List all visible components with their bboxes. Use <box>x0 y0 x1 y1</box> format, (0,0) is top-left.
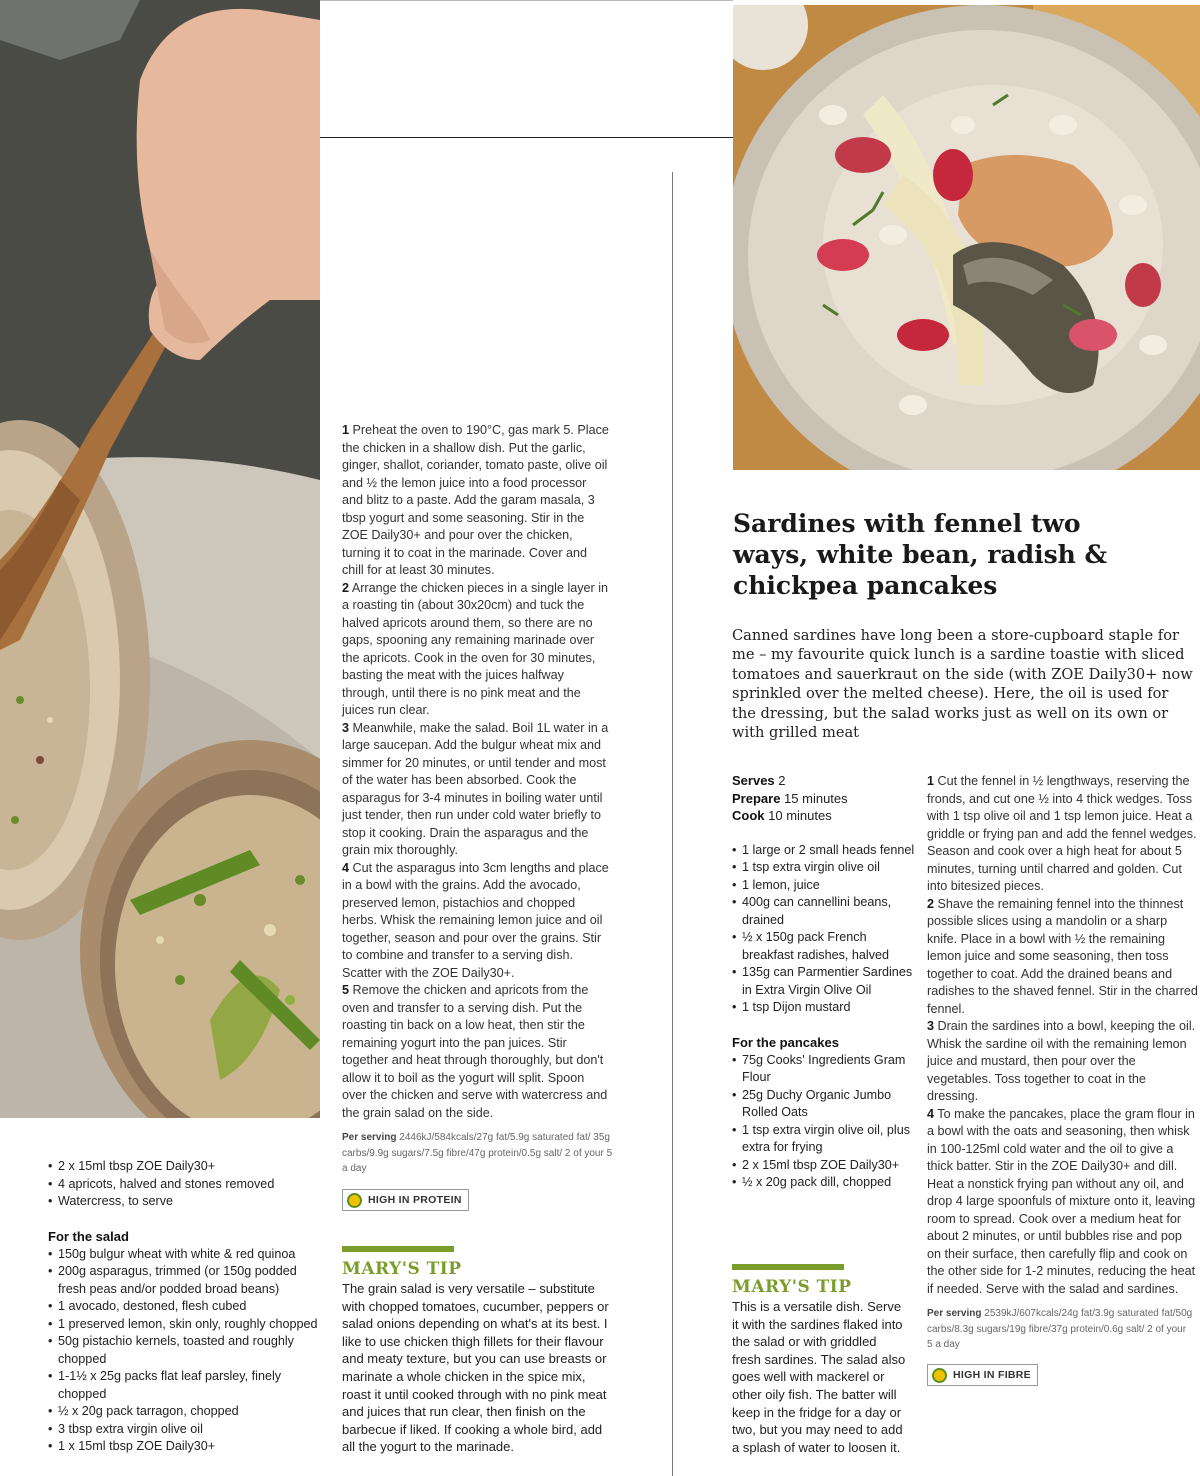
tip-accent-bar <box>342 1246 454 1252</box>
ingredient-item: • 25g Duchy Organic Jumbo Rolled Oats <box>732 1087 917 1122</box>
pancakes-heading: For the pancakes <box>732 1034 839 1050</box>
method-step: 3 Drain the sardines into a bowl, keeping the oil. Whisk the sardine oil with the remaining lemon juice and mustard, then pour over the vegetables. Toss together to coat in the dressing. <box>927 1019 1196 1103</box>
method-step: 3 Meanwhile, make the salad. Boil 1L water in a large saucepan. Add the bulgur wheat mix and simmer for 20 minutes, or until tender and most of the water has been absorbed. Cook the asparagus for 3-4 minutes in boiling water until just tender, then run under cold water briefly to stop it cooking. Drain the asparagus and the grain mix thoroughly. <box>342 720 609 857</box>
chicken-nutrition: Per serving 2446kJ/584kcals/27g fat/5.9g saturated fat/ 35g carbs/9.9g sugars/7.5g fibre/47g protein/0.5g salt/ 2 of your 5 a day <box>342 1132 613 1174</box>
top-white-panel <box>320 0 733 138</box>
grain-salad-photo <box>0 0 320 1118</box>
ingredient-item: • 150g bulgur wheat with white & red quinoa <box>48 1246 318 1264</box>
ingredient-item: • 135g can Parmentier Sardines in Extra Virgin Olive Oil <box>732 964 917 999</box>
pancake-ingredient-list <box>732 1052 917 1192</box>
ingredient-item: • 200g asparagus, trimmed (or 150g podded fresh peas and/or podded broad beans) <box>48 1263 318 1298</box>
ingredient-item: • 1 large or 2 small heads fennel <box>732 842 917 860</box>
ingredient-item: • ½ x 20g pack dill, chopped <box>732 1174 917 1192</box>
ingredient-item: • 2 x 15ml tbsp ZOE Daily30+ <box>48 1158 318 1176</box>
chicken-ingredients <box>48 1158 318 1456</box>
ingredient-item: • 2 x 15ml tbsp ZOE Daily30+ <box>732 1157 917 1175</box>
nutrition-badge-icon <box>932 1368 947 1383</box>
chicken-tip <box>342 1246 612 1456</box>
method-step: 4 To make the pancakes, place the gram flour in a bowl with the oats and seasoning, then whisk in 100-125ml cold water and the oil to give a thick batter. Stir in the ZOE Daily30+ and dill. Heat a nonstick frying pan without any oil, and drop 4 large spoonfuls of mixture onto it, leaving room to spread. Cook over a medium heat for about 2 minutes, or until bubbles rise and pop on their surface, then carefully flip and cook on the other side for 1-2 minutes, reducing the heat if needed. Serve with the salad and sardines. <box>927 1106 1196 1296</box>
high-fibre-badge: HIGH IN FIBRE <box>927 1364 1038 1386</box>
sardine-plate-photo <box>733 5 1200 470</box>
ingredient-item: • 3 tbsp extra virgin olive oil <box>48 1421 318 1439</box>
sardine-ingredients-column <box>732 772 917 1192</box>
sardine-ingredient-list <box>732 842 917 1017</box>
recipe-title: Sardines with fennel two ways, white bean, radish & chickpea pancakes <box>733 509 1108 600</box>
salad-heading: For the salad <box>48 1228 129 1244</box>
sardine-method <box>927 773 1199 1298</box>
ingredient-item: • 1-1½ x 25g packs flat leaf parsley, finely chopped <box>48 1368 318 1403</box>
ingredient-item: • 75g Cooks' Ingredients Gram Flour <box>732 1052 917 1087</box>
method-step: 5 Remove the chicken and apricots from the oven and transfer to a serving dish. Put the roasting tin back on a low heat, then stir the remaining yogurt into the pan juices. Stir together and heat through thoroughly, but don't allow it to boil as the yogurt will split. Spoon over the chicken and serve with watercress and the grain salad on the side. <box>342 983 608 1120</box>
ingredient-item: • 4 apricots, halved and stones removed <box>48 1176 318 1194</box>
serves: Serves 2 <box>732 773 786 788</box>
method-step: 1 Cut the fennel in ½ lengthways, reserving the fronds, and cut one ½ into 4 thick wedges. Toss with 1 tsp olive oil and 1 tsp lemon juice. Heat a griddle or frying pan and add the fennel wedges. Season and cook over a high heat for about 5 minutes, turning until charred and golden. Cut into bitesized pieces. <box>927 774 1197 893</box>
ingredient-item: • 1 tsp extra virgin olive oil, plus extra for frying <box>732 1122 917 1157</box>
tip-title: MARY'S TIP <box>342 1259 462 1279</box>
tip-text: The grain salad is very versatile – substitute with chopped tomatoes, cucumber, peppers or salad onions depending on what's at its best. I like to use chicken thigh fillets for their flavour and meaty texture, but you can use breasts or marinate a whole chicken in the spice mix, roast it until cooked through with no pink meat and juices that run clear, then finish on the barbecue if liked. If cooking a whole bird, add all the yogurt to the marinade. <box>342 1281 609 1455</box>
chicken-method <box>342 422 610 1122</box>
high-protein-badge: HIGH IN PROTEIN <box>342 1189 469 1211</box>
ingredient-item: • Watercress, to serve <box>48 1193 318 1211</box>
nutrition-badge-icon <box>347 1193 362 1208</box>
ingredient-item: • 50g pistachio kernels, toasted and roughly chopped <box>48 1333 318 1368</box>
cook-time: Cook 10 minutes <box>732 808 832 823</box>
tip-accent-bar <box>732 1264 844 1270</box>
recipe-intro: Canned sardines have long been a store-cupboard staple for me – my favourite quick lunch is a sardine toastie with sliced tomatoes and sauerkraut on the side (with ZOE Daily30+ now sprinkled over the melted cheese). Here, the oil is used for the dressing, but the salad works just as well on its own or with grilled meat <box>732 627 1193 742</box>
method-step: 4 Cut the asparagus into 3cm lengths and place in a bowl with the grains. Add the avocado, preserved lemon, pistachios and chopped herbs. Whisk the remaining lemon juice and oil together, season and pour over the grains. Stir to combine and transfer to a serving dish. Scatter with the ZOE Daily30+. <box>342 860 609 980</box>
method-step: 1 Preheat the oven to 190°C, gas mark 5. Place the chicken in a shallow dish. Put the garlic, ginger, shallot, coriander, tomato paste, olive oil and ½ the lemon juice into a food processor and blitz to a paste. Add the garam masala, 3 tbsp yogurt and some seasoning. Stir in the ZOE Daily30+ and pour over the chicken, turning it to coat in the marinade. Cover and chill for at least 30 minutes. <box>342 423 609 577</box>
ingredient-item: • ½ x 150g pack French breakfast radishes, halved <box>732 929 917 964</box>
prepare-time: Prepare 15 minutes <box>732 790 848 806</box>
ingredient-item: • 1 preserved lemon, skin only, roughly chopped <box>48 1316 318 1334</box>
ingredient-item: • 1 tsp Dijon mustard <box>732 999 917 1017</box>
column-divider <box>672 172 673 1476</box>
ingredient-item: • ½ x 20g pack tarragon, chopped <box>48 1403 318 1421</box>
sardine-nutrition: Per serving 2539kJ/607kcals/24g fat/3.9g saturated fat/50g carbs/8.3g sugars/19g fibre/37g protein/0.6g salt/ 2 of your 5 a day <box>927 1308 1193 1350</box>
salad-ingredient-list <box>48 1246 318 1456</box>
ingredient-item: • 400g can cannellini beans, drained <box>732 894 917 929</box>
ingredient-item: • 1 lemon, juice <box>732 877 917 895</box>
tip-title: MARY'S TIP <box>732 1277 852 1297</box>
sardine-tip <box>732 1264 908 1456</box>
tip-text: This is a versatile dish. Serve it with the sardines flaked into the salad or with griddled fresh sardines. The salad also goes well with mackerel or other oily fish. The batter will keep in the fridge for a day or two, but you may need to add a splash of water to loosen it. <box>732 1299 906 1455</box>
ingredient-item: • 1 avocado, destoned, flesh cubed <box>48 1298 318 1316</box>
method-step: 2 Arrange the chicken pieces in a single layer in a roasting tin (about 30x20cm) and tuck the halved apricots around them, so there are no gaps, spooning any remaining marinade over the apricots. Cook in the oven for 30 minutes, basting the meat with the juices halfway through, until there is no pink meat and the juices run clear. <box>342 580 609 717</box>
main-ingredient-list <box>48 1158 318 1211</box>
ingredient-item: • 1 x 15ml tbsp ZOE Daily30+ <box>48 1438 318 1456</box>
method-step: 2 Shave the remaining fennel into the thinnest possible slices using a mandolin or a sharp knife. Place in a bowl with ½ the remaining lemon juice and some seasoning, then toss together to coat. Add the drained beans and radishes to the shaved fennel. Stir in the charred fennel. <box>927 896 1198 1016</box>
ingredient-item: • 1 tsp extra virgin olive oil <box>732 859 917 877</box>
